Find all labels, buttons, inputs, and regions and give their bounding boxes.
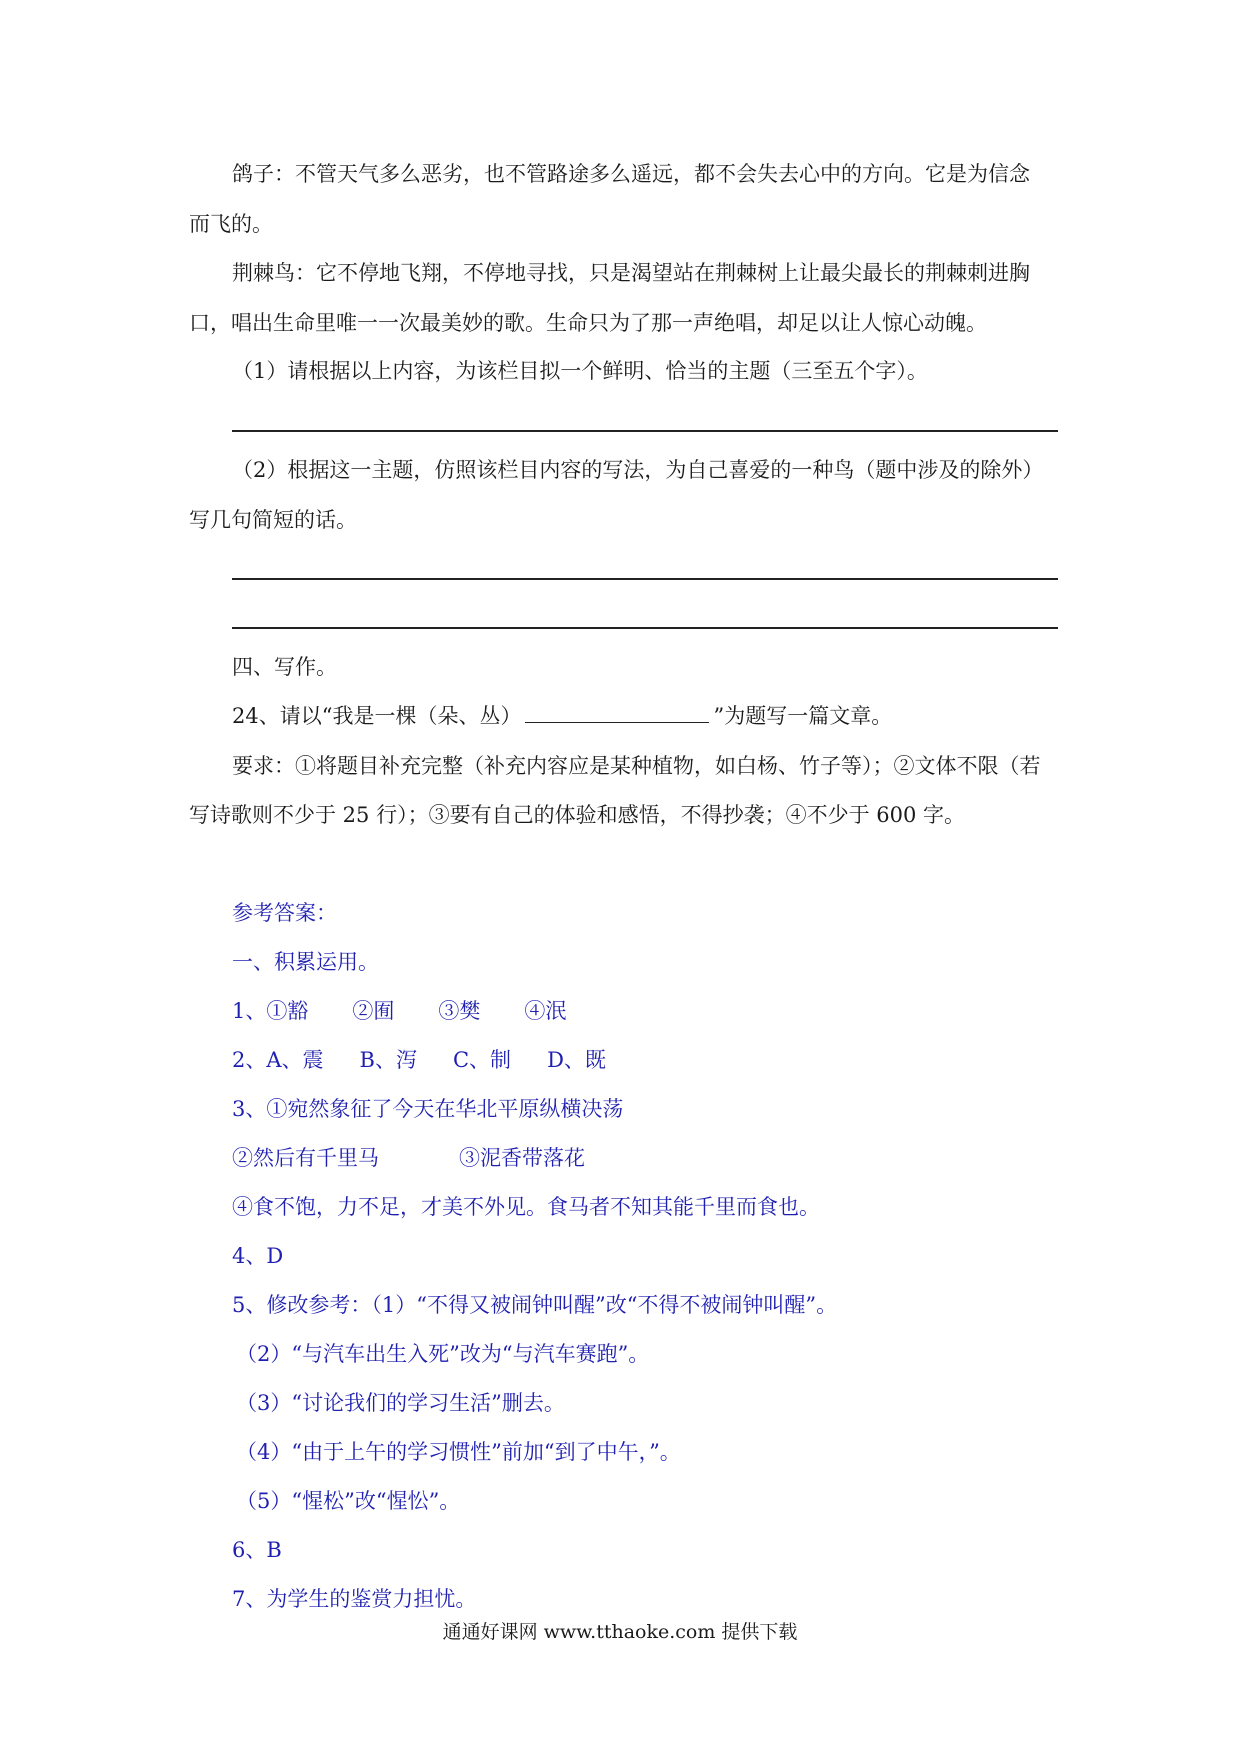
answer-2-number: 2、 <box>232 1048 267 1072</box>
answer-2-item: A、震 <box>266 1048 324 1072</box>
answer-5-line-5: （5）“惺松”改“惺忪”。 <box>236 1489 461 1513</box>
question-24 <box>232 702 892 730</box>
answer-3-part-right: ③泥香带落花 <box>459 1146 585 1170</box>
answer-5-line-3: （3）“讨论我们的学习生活”删去。 <box>236 1391 565 1415</box>
answer-3-line-1: 3、①宛然象征了今天在华北平原纵横决荡 <box>232 1097 624 1121</box>
writing-section-title: 四、写作。 <box>232 655 337 679</box>
answer-blank-line-1 <box>232 430 1058 432</box>
question-1: （1）请根据以上内容，为该栏目拟一个鲜明、恰当的主题（三至五个字）。 <box>232 359 928 383</box>
question-24-suffix: ”为题写一篇文章。 <box>713 704 893 728</box>
thornbird-text-line-1: 荆棘鸟：它不停地飞翔，不停地寻找，只是渴望站在荆棘树上让最尖最长的荆棘刺进胸 <box>232 261 1030 285</box>
question-2-line-2: 写几句简短的话。 <box>189 508 357 532</box>
answer-blank-line-2 <box>232 578 1058 580</box>
answer-7: 7、为学生的鉴赏力担忧。 <box>232 1587 477 1611</box>
answer-5-line-2: （2）“与汽车出生入死”改为“与汽车赛跑”。 <box>236 1342 650 1366</box>
title-blank <box>525 702 709 723</box>
answers-heading: 参考答案： <box>232 901 337 925</box>
pigeon-text-line-2: 而飞的。 <box>189 212 273 236</box>
answer-1-item: ③樊 <box>438 999 481 1023</box>
answer-2-item: C、制 <box>452 1048 512 1072</box>
answer-2-item: B、泻 <box>359 1048 417 1072</box>
answer-5-line-4: （4）“由于上午的学习惯性”前加“到了中午，”。 <box>236 1440 681 1464</box>
answer-1-number: 1、 <box>232 999 267 1023</box>
answer-1-item: ④泯 <box>524 999 567 1023</box>
answer-3-part-left: ②然后有千里马 <box>232 1146 379 1170</box>
answer-1-item: ①豁 <box>266 999 309 1023</box>
answer-1-item: ②囿 <box>352 999 395 1023</box>
answer-2 <box>232 1046 606 1074</box>
thornbird-text-line-2: 口，唱出生命里唯一一次最美妙的歌。生命只为了那一声绝唱，却足以让人惊心动魄。 <box>189 311 987 335</box>
answers-section-1: 一、积累运用。 <box>232 950 379 974</box>
answer-3-line-2 <box>232 1144 585 1172</box>
page-footer: 通通好课网 www.tthaoke.com 提供下载 <box>442 1621 798 1643</box>
pigeon-text-line-1: 鸽子：不管天气多么恶劣，也不管路途多么遥远，都不会失去心中的方向。它是为信念 <box>232 162 1030 186</box>
answer-1 <box>232 997 566 1025</box>
answer-4: 4、D <box>232 1244 284 1268</box>
answer-2-item: D、既 <box>547 1048 606 1072</box>
requirements-line-1: 要求：①将题目补充完整（补充内容应是某种植物，如白杨、竹子等）；②文体不限（若 <box>232 754 1041 778</box>
answer-3-line-3: ④食不饱，力不足，才美不外见。食马者不知其能千里而食也。 <box>232 1195 820 1219</box>
answer-blank-line-3 <box>232 627 1058 629</box>
answer-6: 6、B <box>232 1538 282 1562</box>
question-24-prefix: 24、请以“我是一棵（朵、丛） <box>232 704 522 728</box>
question-2-line-1: （2）根据这一主题，仿照该栏目内容的写法，为自己喜爱的一种鸟（题中涉及的除外） <box>232 458 1044 482</box>
answer-5-line-1: 5、修改参考：（1）“不得又被闹钟叫醒”改“不得不被闹钟叫醒”。 <box>232 1293 838 1317</box>
requirements-line-2: 写诗歌则不少于 25 行）；③要有自己的体验和感悟，不得抄袭；④不少于 600 字。 <box>189 803 966 827</box>
